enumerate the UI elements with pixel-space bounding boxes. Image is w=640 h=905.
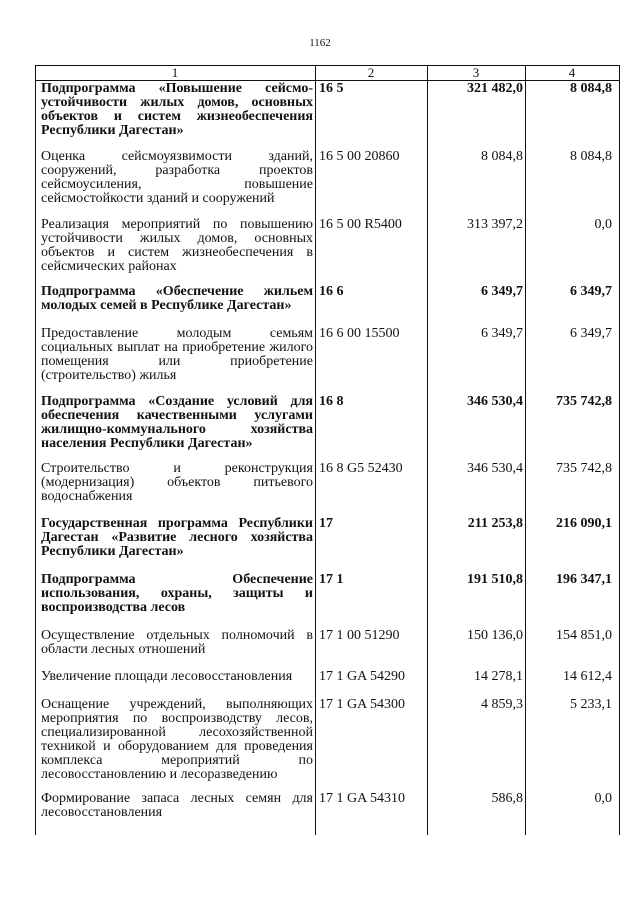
column-divider-1 [315, 65, 316, 835]
row-value-4: 735 742,8 [556, 394, 612, 409]
row-code: 17 [319, 516, 333, 531]
row-code: 16 8 [319, 394, 344, 409]
row-value-3: 150 136,0 [467, 628, 523, 643]
row-name: Осуществление отдельных полномочий в области лесных отношений [41, 628, 313, 657]
row-value-4: 5 233,1 [570, 697, 612, 712]
row-name: Предоставление молодым семьям социальных выплат на приобретение жилого помещения или приобретение (строительство) жилья [41, 326, 313, 383]
row-code: 17 1 00 51290 [319, 628, 400, 643]
row-code: 17 1 GA 54290 [319, 669, 405, 684]
row-name: Строительство и реконструкция (модернизация) объектов питьевого водоснабжения [41, 461, 313, 504]
row-value-3: 6 349,7 [481, 284, 523, 299]
column-header-2: 2 [367, 65, 375, 80]
row-value-3: 191 510,8 [467, 572, 523, 587]
row-name: Подпрограмма «Создание условий для обеспечения качественными услугами жилищно-коммунального хозяйства населения Республики Дагестан» [41, 394, 313, 451]
row-code: 16 5 00 20860 [319, 149, 400, 164]
column-header-3: 3 [472, 65, 480, 80]
row-value-4: 6 349,7 [570, 284, 612, 299]
row-name: Формирование запаса лесных семян для лесовосстановления [41, 791, 313, 820]
row-value-4: 14 612,4 [563, 669, 612, 684]
row-name: Оценка сейсмоуязвимости зданий, сооружений, разработка проектов сейсмоусиления, повышение сейсмостойкости зданий и сооружений [41, 149, 313, 206]
column-header-4: 4 [568, 65, 576, 80]
row-name: Подпрограмма Обеспечение использования, охраны, защиты и воспроизводства лесов [41, 572, 313, 615]
row-code: 17 1 GA 54310 [319, 791, 405, 806]
row-name: Реализация мероприятий по повышению устойчивости жилых домов, основных объектов и систем жизнеобеспечения в сейсмических районах [41, 217, 313, 274]
row-value-4: 8 084,8 [570, 149, 612, 164]
row-value-3: 4 859,3 [481, 697, 523, 712]
row-value-3: 586,8 [491, 791, 523, 806]
column-header-1: 1 [171, 65, 179, 80]
row-name: Подпрограмма «Повышение сейсмо-устойчивости жилых домов, основных объектов и систем жизнеобеспечения Республики Дагестан» [41, 81, 313, 138]
row-name: Государственная программа Республики Дагестан «Развитие лесного хозяйства Республики Дагестан» [41, 516, 313, 559]
row-value-4: 196 347,1 [556, 572, 612, 587]
row-code: 16 5 00 R5400 [319, 217, 402, 232]
page-number: 1162 [309, 37, 331, 49]
column-divider-2 [427, 65, 428, 835]
table-border-right [619, 65, 620, 835]
row-name: Оснащение учреждений, выполняющих мероприятия по воспроизводству лесов, специализированной лесохозяйственной техникой и оборудованием для проведения комплекса мероприятий по лесовосстановлению и лесоразведению [41, 697, 313, 782]
budget-table [35, 65, 620, 835]
row-value-3: 321 482,0 [467, 81, 523, 96]
row-value-4: 8 084,8 [570, 81, 612, 96]
row-code: 17 1 [319, 572, 344, 587]
row-name: Увеличение площади лесовосстановления [41, 669, 293, 684]
row-value-3: 8 084,8 [481, 149, 523, 164]
column-divider-3 [525, 65, 526, 835]
row-value-3: 313 397,2 [467, 217, 523, 232]
row-value-3: 211 253,8 [467, 516, 523, 531]
table-border-left [35, 65, 36, 835]
row-code: 16 5 [319, 81, 344, 96]
row-value-4: 6 349,7 [570, 326, 612, 341]
row-value-3: 6 349,7 [481, 326, 523, 341]
row-value-4: 0,0 [594, 791, 612, 806]
row-value-4: 735 742,8 [556, 461, 612, 476]
row-value-4: 216 090,1 [556, 516, 612, 531]
row-value-3: 346 530,4 [467, 461, 523, 476]
row-value-3: 346 530,4 [467, 394, 523, 409]
row-code: 16 8 G5 52430 [319, 461, 403, 476]
row-value-3: 14 278,1 [474, 669, 523, 684]
row-value-4: 154 851,0 [556, 628, 612, 643]
row-code: 16 6 00 15500 [319, 326, 400, 341]
row-name: Подпрограмма «Обеспечение жильем молодых семей в Республике Дагестан» [41, 284, 313, 313]
row-code: 16 6 [319, 284, 344, 299]
row-code: 17 1 GA 54300 [319, 697, 405, 712]
row-value-4: 0,0 [594, 217, 612, 232]
